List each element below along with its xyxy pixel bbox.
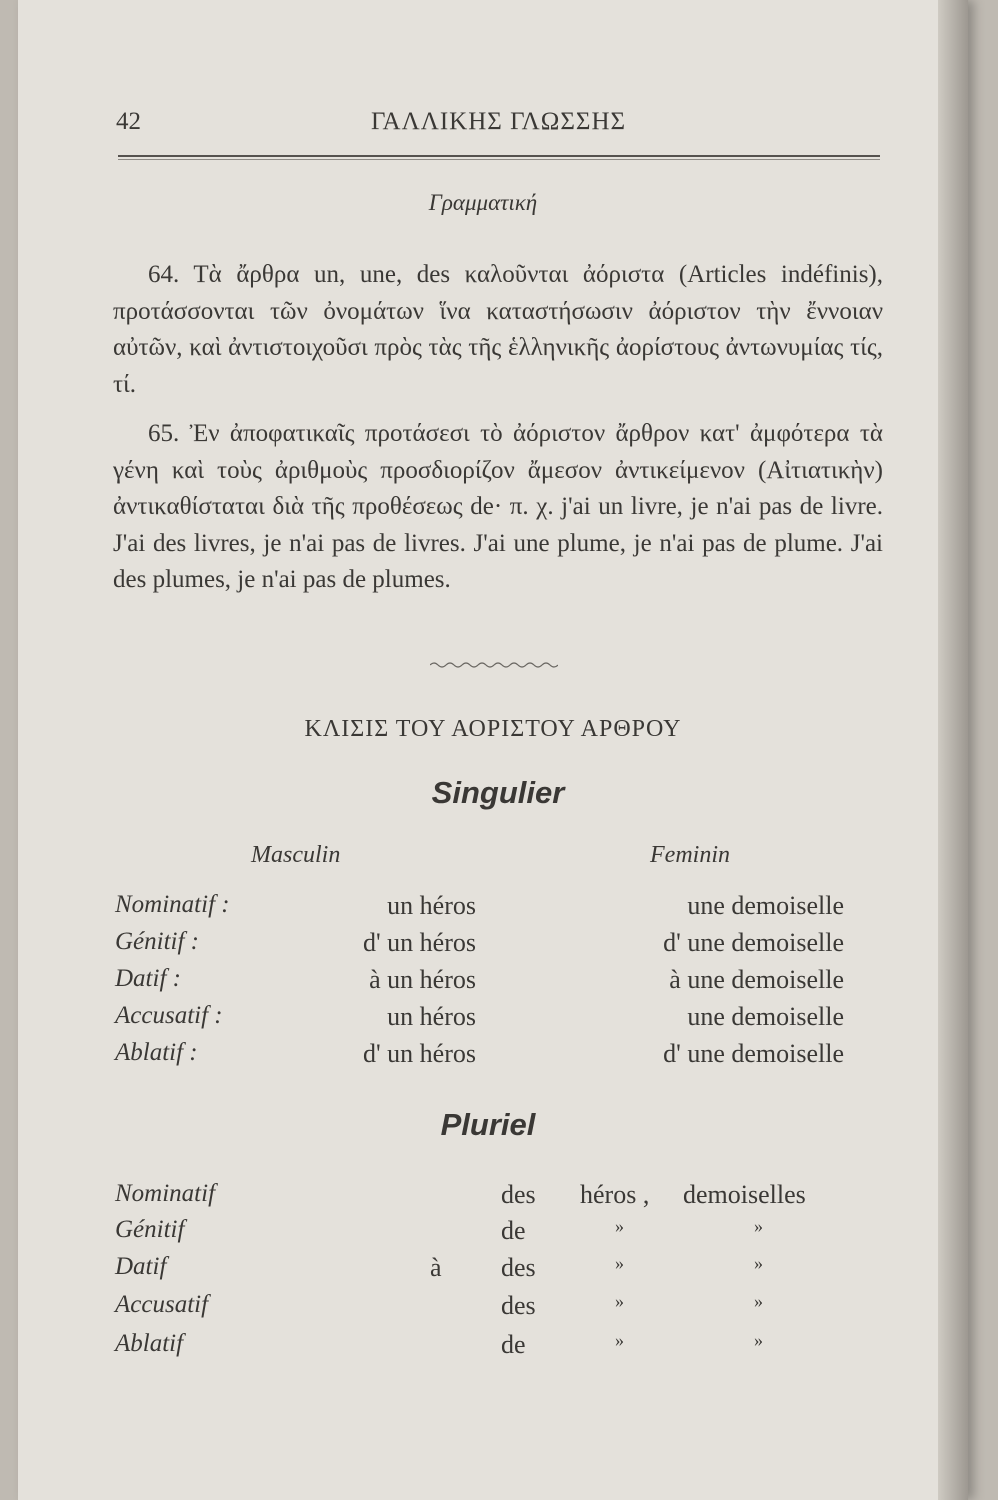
masc-form: d' un héros — [362, 1039, 476, 1068]
ditto-mark: » — [754, 1330, 763, 1350]
page-header — [116, 108, 881, 148]
fem-form: d' une demoiselle — [663, 1039, 844, 1068]
pluriel-row — [18, 1330, 968, 1368]
ditto-mark: » — [754, 1253, 763, 1273]
paragraph-65: 65. Ἐν ἀποφατικαῖς προτάσεσι τὸ ἀόριστον ἄρθρον κατ' ἀμφότερα τὰ γένη καὶ τοὺς ἀριθμοὺς προσδιορίζον ἄμεσον ἀντικείμενον (Αἰτιατικὴν) ἀντικαθίσταται διὰ τῆς προθέσεως de· π. χ. j'ai un livre, je n'ai pas de livre. J'ai des livres, je n'ai pas de livres. J'ai une plume, je n'ai pas de plume. J'ai des plumes, je n'ai pas de plumes. — [113, 420, 883, 594]
article: de — [501, 1216, 526, 1245]
fem-noun: demoiselles — [683, 1180, 806, 1209]
case-label: Datif — [115, 1253, 167, 1280]
pluriel-row — [18, 1216, 968, 1254]
book-page — [18, 0, 968, 1500]
case-label: Nominatif — [115, 1180, 216, 1207]
singulier-row — [18, 891, 968, 929]
fem-form: une demoiselle — [687, 891, 844, 920]
singulier-row — [18, 965, 968, 1003]
singulier-row — [18, 1002, 968, 1040]
masc-noun: héros , — [580, 1180, 650, 1209]
case-label: Ablatif : — [115, 1039, 198, 1066]
running-head: ΓΑΛΛΙΚΗΣ ΓΛΩΣΣΗΣ — [370, 108, 627, 135]
masc-form: à un héros — [369, 965, 476, 994]
paragraph-64: 64. Τὰ ἄρθρα un, une, des καλοῦνται ἀόριστα (Articles indéfinis), προτάσσονται τῶν ὀνομάτων ἵνα καταστήσωσιν ἀόριστον τὴν ἔννοιαν αὐτῶν, καὶ ἀντιστοιχοῦσι πρὸς τὰς τῆς ἑλληνικῆς ἀορίστους ἀντωνυμίας τίς, τί. — [113, 261, 883, 398]
case-label: Accusatif — [115, 1291, 209, 1318]
header-rule — [118, 155, 880, 157]
ditto-mark: » — [615, 1216, 624, 1236]
pluriel-title: Pluriel — [440, 1107, 536, 1142]
fem-form: une demoiselle — [687, 1002, 844, 1031]
ditto-mark: » — [615, 1330, 624, 1350]
singulier-title: Singulier — [431, 775, 565, 810]
case-label: Génitif : — [115, 928, 200, 955]
fem-form: d' une demoiselle — [663, 928, 844, 957]
ditto-mark: » — [754, 1216, 763, 1236]
masc-form: d' un héros — [362, 928, 476, 957]
page-number: 42 — [116, 108, 141, 135]
singulier-row — [18, 928, 968, 966]
pluriel-row — [18, 1180, 968, 1218]
article: des — [501, 1253, 536, 1282]
ditto-mark: » — [754, 1291, 763, 1311]
preposition: à — [430, 1253, 442, 1282]
feminin-header: Feminin — [650, 842, 730, 868]
case-label: Nominatif : — [115, 891, 230, 918]
pluriel-row — [18, 1291, 968, 1329]
article: de — [501, 1330, 526, 1359]
article: des — [501, 1180, 536, 1209]
header-rule-thin — [118, 159, 880, 160]
fem-form: à une demoiselle — [669, 965, 844, 994]
case-label: Accusatif : — [115, 1002, 223, 1029]
case-label: Ablatif — [115, 1330, 184, 1357]
masc-form: un héros — [387, 1002, 476, 1031]
masculin-header: Masculin — [251, 842, 341, 868]
ditto-mark: » — [615, 1291, 624, 1311]
masc-form: un héros — [387, 891, 476, 920]
subhead: Γραμματική — [428, 190, 538, 215]
singulier-row — [18, 1039, 968, 1077]
pluriel-row — [18, 1253, 968, 1291]
ditto-mark: » — [615, 1253, 624, 1273]
ornamental-divider — [430, 660, 558, 670]
case-label: Génitif — [115, 1216, 185, 1243]
article: des — [501, 1291, 536, 1320]
case-label: Datif : — [115, 965, 181, 992]
section-title: ΚΛΙΣΙΣ ΤΟΥ ΑΟΡΙΣΤΟΥ ΑΡΘΡΟΥ — [304, 716, 682, 742]
